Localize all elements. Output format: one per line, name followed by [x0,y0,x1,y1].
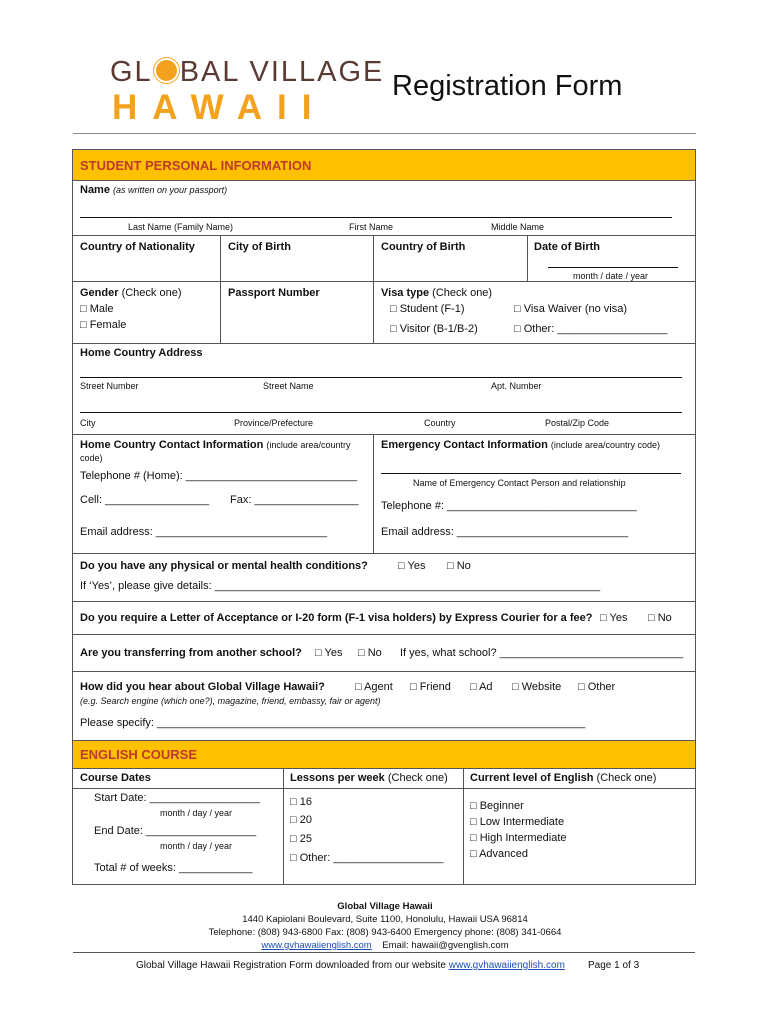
name-label: Name [80,184,110,196]
city-of-birth-label: City of Birth [228,241,291,253]
specify-field[interactable]: Please specify: ______________________________________________________________________ [80,717,586,729]
personal-section-title: STUDENT PERSONAL INFORMATION [80,158,312,173]
dob-input-line[interactable] [548,267,678,268]
gender-female-option[interactable]: □ Female [80,319,127,331]
visa-waiver-option[interactable]: □ Visa Waiver (no visa) [514,303,628,315]
lessons-other-option[interactable]: □ Other: __________________ [290,852,444,864]
last-name-caption: Last Name (Family Name) [128,222,234,232]
lessons-label: Lessons per week [290,772,385,784]
level-advanced-option[interactable]: □ Advanced [470,848,529,860]
start-date-format: month / day / year [160,808,233,818]
i20-question: Do you require a Letter of Acceptance or I-20 form (F-1 visa holders) by Express Courier for a fee? [80,612,593,624]
personal-section-band [73,149,695,181]
footer-phones: Telephone: (808) 943-6800 Fax: (808) 943-6400 Emergency phone: (808) 341-0664 [208,927,562,938]
col-divider [283,769,284,885]
row-divider [73,434,695,435]
first-name-caption: First Name [349,222,394,232]
hear-question: How did you hear about Global Village Hawaii? [80,681,325,693]
transfer-school-field[interactable]: If yes, what school? ______________________________ [400,647,684,659]
course-section-title: ENGLISH COURSE [80,747,198,762]
cell-field[interactable]: Cell: _________________ [80,494,210,506]
home-address-label: Home Country Address [80,347,203,359]
level-high-intermediate-option[interactable]: □ High Intermediate [470,832,567,844]
footer-download-text: Global Village Hawaii Registration Form downloaded from our website [136,960,446,971]
footer-website-link[interactable]: www.gvhawaiienglish.com [261,940,372,951]
footer-email: Email: hawaii@gvenglish.com [382,940,509,951]
emergency-name-line[interactable] [381,473,681,474]
fax-field[interactable]: Fax: _________________ [230,494,359,506]
header-divider [73,133,696,134]
hear-ad-option[interactable]: □ Ad [470,681,493,693]
page-number: Page 1 of 3 [588,960,640,971]
row-divider [73,634,695,635]
lessons-16-option[interactable]: □ 16 [290,796,312,808]
level-note: (Check one) [596,772,657,784]
page-title: Registration Form [392,70,623,102]
level-label-row [470,772,656,784]
health-details-field[interactable]: If ‘Yes’, please give details: _______________________________________________________________ [80,580,601,592]
country-of-birth-label: Country of Birth [381,241,466,253]
address-line-2[interactable] [80,412,682,413]
lessons-note: (Check one) [387,772,448,784]
contact-label-row [80,439,350,451]
name-label-row [80,184,227,196]
dob-label: Date of Birth [534,241,600,253]
visa-label-row [381,287,492,299]
name-input-line[interactable] [80,217,672,218]
row-divider [73,281,695,282]
telephone-home-field[interactable]: Telephone # (Home): ____________________________ [80,470,358,482]
contact-label: Home Country Contact Information [80,439,264,451]
row-divider [73,235,695,236]
emergency-label-row [381,439,660,451]
footer-download-row [136,960,565,971]
globe-icon [154,58,179,83]
hear-note: (e.g. Search engine (which one?), magazine, friend, embassy, fair or agent) [80,696,381,706]
row-divider [73,788,695,789]
visa-student-option[interactable]: □ Student (F-1) [390,303,465,315]
logo-text-rest: BAL VILLAGE [179,56,385,88]
transfer-question: Are you transferring from another school? [80,647,302,659]
logo-wordmark-top [110,56,384,89]
emergency-name-caption: Name of Emergency Contact Person and relationship [413,478,626,488]
end-date-format: month / day / year [160,841,233,851]
transfer-no-option[interactable]: □ No [358,647,382,659]
col-divider [220,281,221,343]
footer-contact-row [0,940,770,951]
total-weeks-field[interactable]: Total # of weeks: ____________ [94,862,253,874]
logo-wordmark-bottom: HAWAII [112,88,327,127]
i20-yes-option[interactable]: □ Yes [600,612,628,624]
col-divider [220,235,221,281]
apt-number-caption: Apt. Number [491,381,542,391]
logo-text-gl: GL [110,56,153,88]
health-no-option[interactable]: □ No [447,560,471,572]
hear-friend-option[interactable]: □ Friend [410,681,451,693]
visa-label: Visa type [381,287,430,299]
hear-agent-option[interactable]: □ Agent [355,681,393,693]
emergency-label: Emergency Contact Information [381,439,548,451]
visa-note: (Check one) [432,287,493,299]
nationality-label: Country of Nationality [80,241,195,253]
start-date-field[interactable]: Start Date: __________________ [94,792,260,804]
row-divider [73,601,695,602]
row-divider [73,671,695,672]
col-divider [463,769,464,885]
health-yes-option[interactable]: □ Yes [398,560,426,572]
end-date-field[interactable]: End Date: __________________ [94,825,257,837]
course-dates-label: Course Dates [80,772,151,784]
course-section-band [73,740,695,769]
lessons-20-option[interactable]: □ 20 [290,814,312,826]
footer-address: 1440 Kapiolani Boulevard, Suite 1100, Honolulu, Hawaii USA 96814 [242,914,528,925]
email-field-emergency[interactable]: Email address: ____________________________ [381,526,629,538]
level-beginner-option[interactable]: □ Beginner [470,800,524,812]
col-divider [373,235,374,343]
footer-download-link[interactable]: www.gvhawaiienglish.com [448,960,565,971]
emergency-note: (include area/country code) [550,440,660,450]
contact-note-cont: code) [80,453,103,463]
transfer-yes-option[interactable]: □ Yes [315,647,343,659]
province-caption: Province/Prefecture [234,418,314,428]
col-divider [373,434,374,553]
gender-label-row [80,287,182,299]
middle-name-caption: Middle Name [491,222,545,232]
street-number-caption: Street Number [80,381,139,391]
emergency-telephone-field[interactable]: Telephone #: _______________________________ [381,500,637,512]
level-label: Current level of English [470,772,594,784]
address-line-1[interactable] [80,377,682,378]
hear-other-option[interactable]: □ Other [578,681,616,693]
gender-label: Gender [80,287,119,299]
visa-visitor-option[interactable]: □ Visitor (B-1/B-2) [390,323,478,335]
col-divider [527,235,528,281]
postal-caption: Postal/Zip Code [545,418,610,428]
level-low-intermediate-option[interactable]: □ Low Intermediate [470,816,565,828]
lessons-25-option[interactable]: □ 25 [290,833,312,845]
row-divider [73,553,695,554]
footer-divider [73,952,695,953]
city-caption: City [80,418,96,428]
gender-note: (Check one) [121,287,182,299]
gender-male-option[interactable]: □ Male [80,303,114,315]
passport-label: Passport Number [228,287,320,299]
dob-format: month / date / year [573,271,649,281]
contact-note: (include area/country [266,440,351,450]
lessons-label-row [290,772,448,784]
footer-org: Global Village Hawaii [337,901,433,912]
visa-other-option[interactable]: □ Other: __________________ [514,323,668,335]
health-question: Do you have any physical or mental health conditions? [80,560,368,572]
i20-no-option[interactable]: □ No [648,612,672,624]
row-divider [73,343,695,344]
email-field-home[interactable]: Email address: ____________________________ [80,526,328,538]
street-name-caption: Street Name [263,381,314,391]
country-caption: Country [424,418,456,428]
name-note: (as written on your passport) [113,185,228,195]
hear-website-option[interactable]: □ Website [512,681,562,693]
